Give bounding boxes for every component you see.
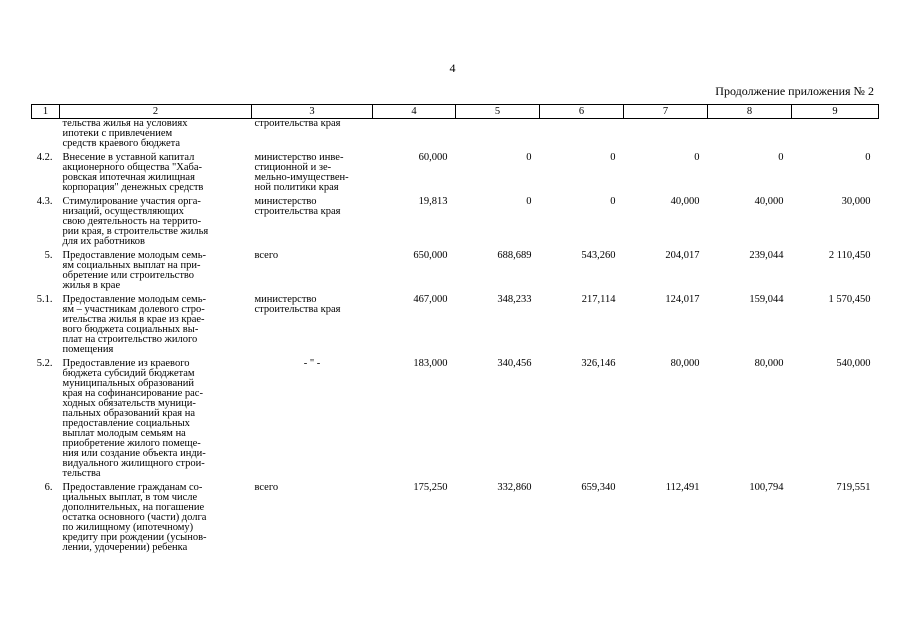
row-value-4: 175,250 — [413, 482, 448, 493]
row-name: Стимулирование участия орга- низаций, осуществляющих свою деятельность на террито- рии края, в строительстве жилья для их работников — [62, 196, 209, 247]
row-value-7: 112,491 — [665, 482, 700, 493]
row-value-6: 0 — [610, 152, 616, 163]
header-col-4: 4 — [373, 105, 456, 119]
row-value-6: 659,340 — [581, 482, 616, 493]
row-value-5: 348,233 — [497, 294, 532, 305]
row-value-8: 159,044 — [749, 294, 784, 305]
row-name: Предоставление из краевого бюджета субсидий бюджетам муниципальных образований края на софинансирование рас- ходных обязательств муници- пальных образований края на предоставление социальных выплат молодым семьям на приобретение жилого помеще- ния или создание объекта инди- видуального жилищного строи- тельства — [62, 358, 206, 479]
table-row — [32, 153, 879, 193]
header-col-9: 9 — [792, 105, 879, 119]
table-row — [32, 295, 879, 355]
header-col-5: 5 — [456, 105, 540, 119]
table-row — [32, 119, 879, 150]
row-value-9 — [792, 119, 879, 150]
row-name: Внесение в уставной капитал акционерного общества "Хаба- ровская ипотечная жилищная корпорация" денежных средств — [62, 152, 204, 193]
row-executor: всего — [254, 482, 279, 493]
row-value-5: 340,456 — [497, 358, 532, 369]
row-executor: министерство строительства края — [254, 294, 341, 315]
row-number: 4.2. — [36, 152, 53, 163]
row-value-4: 467,000 — [413, 294, 448, 305]
header-col-6: 6 — [540, 105, 624, 119]
row-executor: - " - — [303, 358, 321, 369]
header-col-1: 1 — [32, 105, 60, 119]
row-value-9: 0 — [865, 152, 871, 163]
row-value-7: 40,000 — [670, 196, 700, 207]
row-name: Предоставление молодым семь- ям социальных выплат на при- обретение или строительство жилья в крае — [62, 250, 206, 291]
row-value-4: 183,000 — [413, 358, 448, 369]
row-value-4: 650,000 — [413, 250, 448, 261]
row-value-4 — [373, 119, 456, 150]
header-col-3: 3 — [252, 105, 373, 119]
row-value-6: 326,146 — [581, 358, 616, 369]
table-row — [32, 483, 879, 553]
row-number: 5. — [44, 250, 53, 261]
row-executor: строительства края — [254, 118, 341, 129]
row-value-9: 2 110,450 — [828, 250, 871, 261]
row-value-5: 0 — [526, 196, 532, 207]
row-value-5: 0 — [526, 152, 532, 163]
header-row — [32, 105, 879, 119]
program-table — [31, 104, 879, 553]
continuation-label: Продолжение приложения № 2 — [715, 84, 874, 98]
row-value-7: 204,017 — [665, 250, 700, 261]
row-value-6: 0 — [610, 196, 616, 207]
row-value-4: 19,813 — [418, 196, 448, 207]
row-executor: всего — [254, 250, 279, 261]
row-name: Предоставление молодым семь- ям – участникам долевого стро- ительства жилья в крае из крае- вого бюджета социальных вы- плат на строительство жилого помещения — [62, 294, 206, 355]
row-value-9: 719,551 — [836, 482, 871, 493]
table-row — [32, 197, 879, 247]
row-value-9: 1 570,450 — [828, 294, 871, 305]
row-value-8: 80,000 — [754, 358, 784, 369]
row-value-5: 688,689 — [497, 250, 532, 261]
row-value-7: 124,017 — [665, 294, 700, 305]
row-number: 5.2. — [36, 358, 53, 369]
row-executor: министерство строительства края — [254, 196, 341, 217]
row-value-8: 239,044 — [749, 250, 784, 261]
table-row — [32, 359, 879, 479]
row-value-9: 540,000 — [836, 358, 871, 369]
row-value-8: 100,794 — [749, 482, 784, 493]
page-number: 4 — [449, 61, 456, 75]
row-value-7 — [624, 119, 708, 150]
row-value-7: 80,000 — [670, 358, 700, 369]
row-value-9: 30,000 — [841, 196, 871, 207]
row-executor: министерство инве- стиционной и зе- мельно-имуществен- ной политики края — [254, 152, 349, 193]
row-value-5: 332,860 — [497, 482, 532, 493]
row-value-5 — [456, 119, 540, 150]
row-number: 4.3. — [36, 196, 53, 207]
row-number: 6. — [44, 482, 53, 493]
row-value-8: 0 — [778, 152, 784, 163]
row-value-7: 0 — [694, 152, 700, 163]
row-name: Предоставление гражданам со- циальных выплат, в том числе дополнительных, на погашение остатка основного (части) долга по жилищному (ипотечному) кредиту при рождении (усынов- лении, удочерении) ребенка — [62, 482, 207, 553]
row-value-8 — [708, 119, 792, 150]
row-value-4: 60,000 — [418, 152, 448, 163]
row-value-6 — [540, 119, 624, 150]
row-value-6: 217,114 — [581, 294, 616, 305]
header-col-2: 2 — [60, 105, 252, 119]
row-value-8: 40,000 — [754, 196, 784, 207]
row-value-6: 543,260 — [581, 250, 616, 261]
header-col-7: 7 — [624, 105, 708, 119]
row-number — [32, 119, 60, 150]
table-row — [32, 251, 879, 291]
row-number: 5.1. — [36, 294, 53, 305]
row-name: тельства жилья на условиях ипотеки с привлечением средств краевого бюджета — [62, 118, 188, 149]
header-col-8: 8 — [708, 105, 792, 119]
